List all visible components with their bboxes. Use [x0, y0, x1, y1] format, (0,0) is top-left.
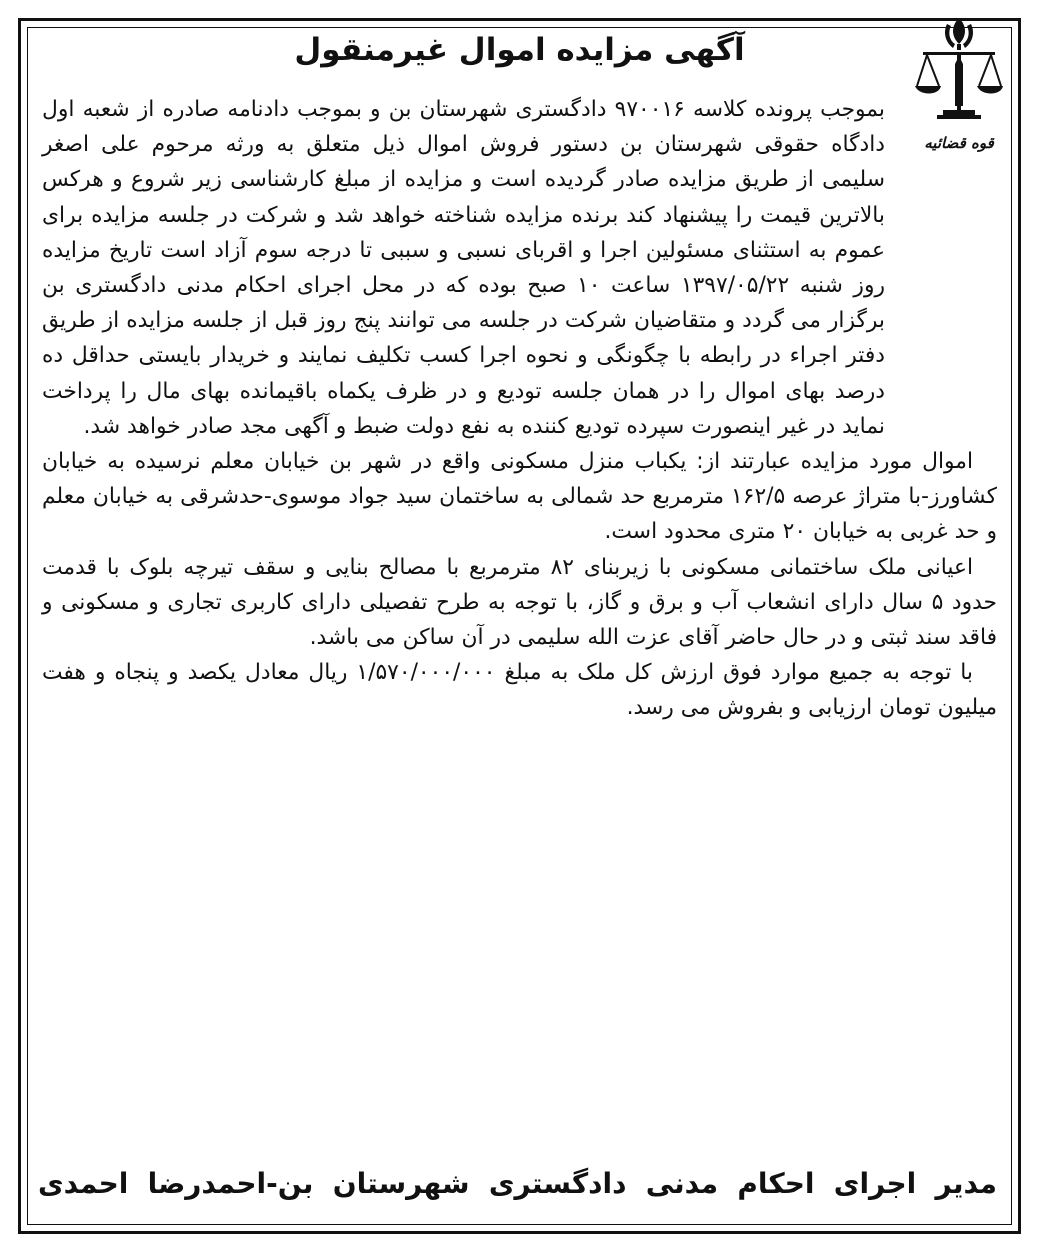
valuation-paragraph: با توجه به جمیع موارد فوق ارزش کل ملک به مبلغ ۱/۵۷۰/۰۰۰/۰۰۰ ریال معادل یکصد و پنجاه و هفت میلیون تومان ارزیابی و بفروش می رسد.	[42, 660, 997, 721]
notice-title: آگهی مزایده اموال غیرمنقول	[294, 32, 745, 68]
auction-terms-paragraph: بموجب پرونده کلاسه ۹۷۰۰۱۶ دادگستری شهرستان بن و بموجب دادنامه صادره از شعبه اول دادگاه حقوقی شهرستان بن دستور فروش اموال ذیل متعلق به ورثه مرحوم علی اصغر سلیمی از طریق مزایده صادر گردیده است و مزایده از مبلغ کارشناسی زیر شروع و هرکس بالاترین قیمت را پیشنهاد کند برنده مزایده شناخته خواهد شد و شرکت در جلسه مزایده برای عموم به استثنای مسئولین اجرا و اقربای نسبی و سببی تا درجه سوم آزاد است تاریخ مزایده روز شنبه ۱۳۹۷/۰۵/۲۲ ساعت ۱۰ صبح بوده که در محل اجرای احکام مدنی دادگستری بن برگزار می گردد و متقاضیان شرکت در جلسه می توانند پنج روز قبل از جلسه مزایده از طریق دفتر اجراء در رابطه با چگونگی و نحوه اجرا کسب تکلیف نمایند و خریدار بایستی حداقل ده درصد بهای اموال را در همان جلسه تودیع و در ظرف یکماه باقیمانده بهای مال را پرداخت نماید در غیر اینصورت سپرده تودیع کننده به نفع دولت ضبط و آگهی مجد صادر خواهد شد.	[42, 97, 886, 439]
notice-body	[42, 92, 997, 726]
judiciary-emblem-label: قوه قضائیه	[924, 134, 994, 152]
building-details-paragraph: اعیانی ملک ساختمانی مسکونی با زیربنای ۸۲ مترمربع با مصالح بنایی و سقف تیرچه بلوک با قدمت حدود ۵ سال دارای انشعاب آب و برق و گاز، با توجه به طرح تفصیلی دارای کاربری تجاری و مسکونی و فاقد سند ثبتی و در حال حاضر آقای عزت الله سلیمی در آن ساکن می باشد.	[42, 554, 998, 651]
notice-signature: مدیر اجرای احکام مدنی دادگستری شهرستان بن-احمدرضا احمدی	[38, 1167, 997, 1200]
property-description-paragraph: اموال مورد مزایده عبارتند از: یکباب منزل مسکونی واقع در شهر بن خیابان معلم نرسیده به خیابان کشاورز-با متراژ عرصه ۱۶۲/۵ مترمربع حد شمالی به ساختمان سید جواد موسوی-حدشرقی به خیابان معلم و حد غربی به خیابان ۲۰ متری محدود است.	[42, 449, 997, 545]
